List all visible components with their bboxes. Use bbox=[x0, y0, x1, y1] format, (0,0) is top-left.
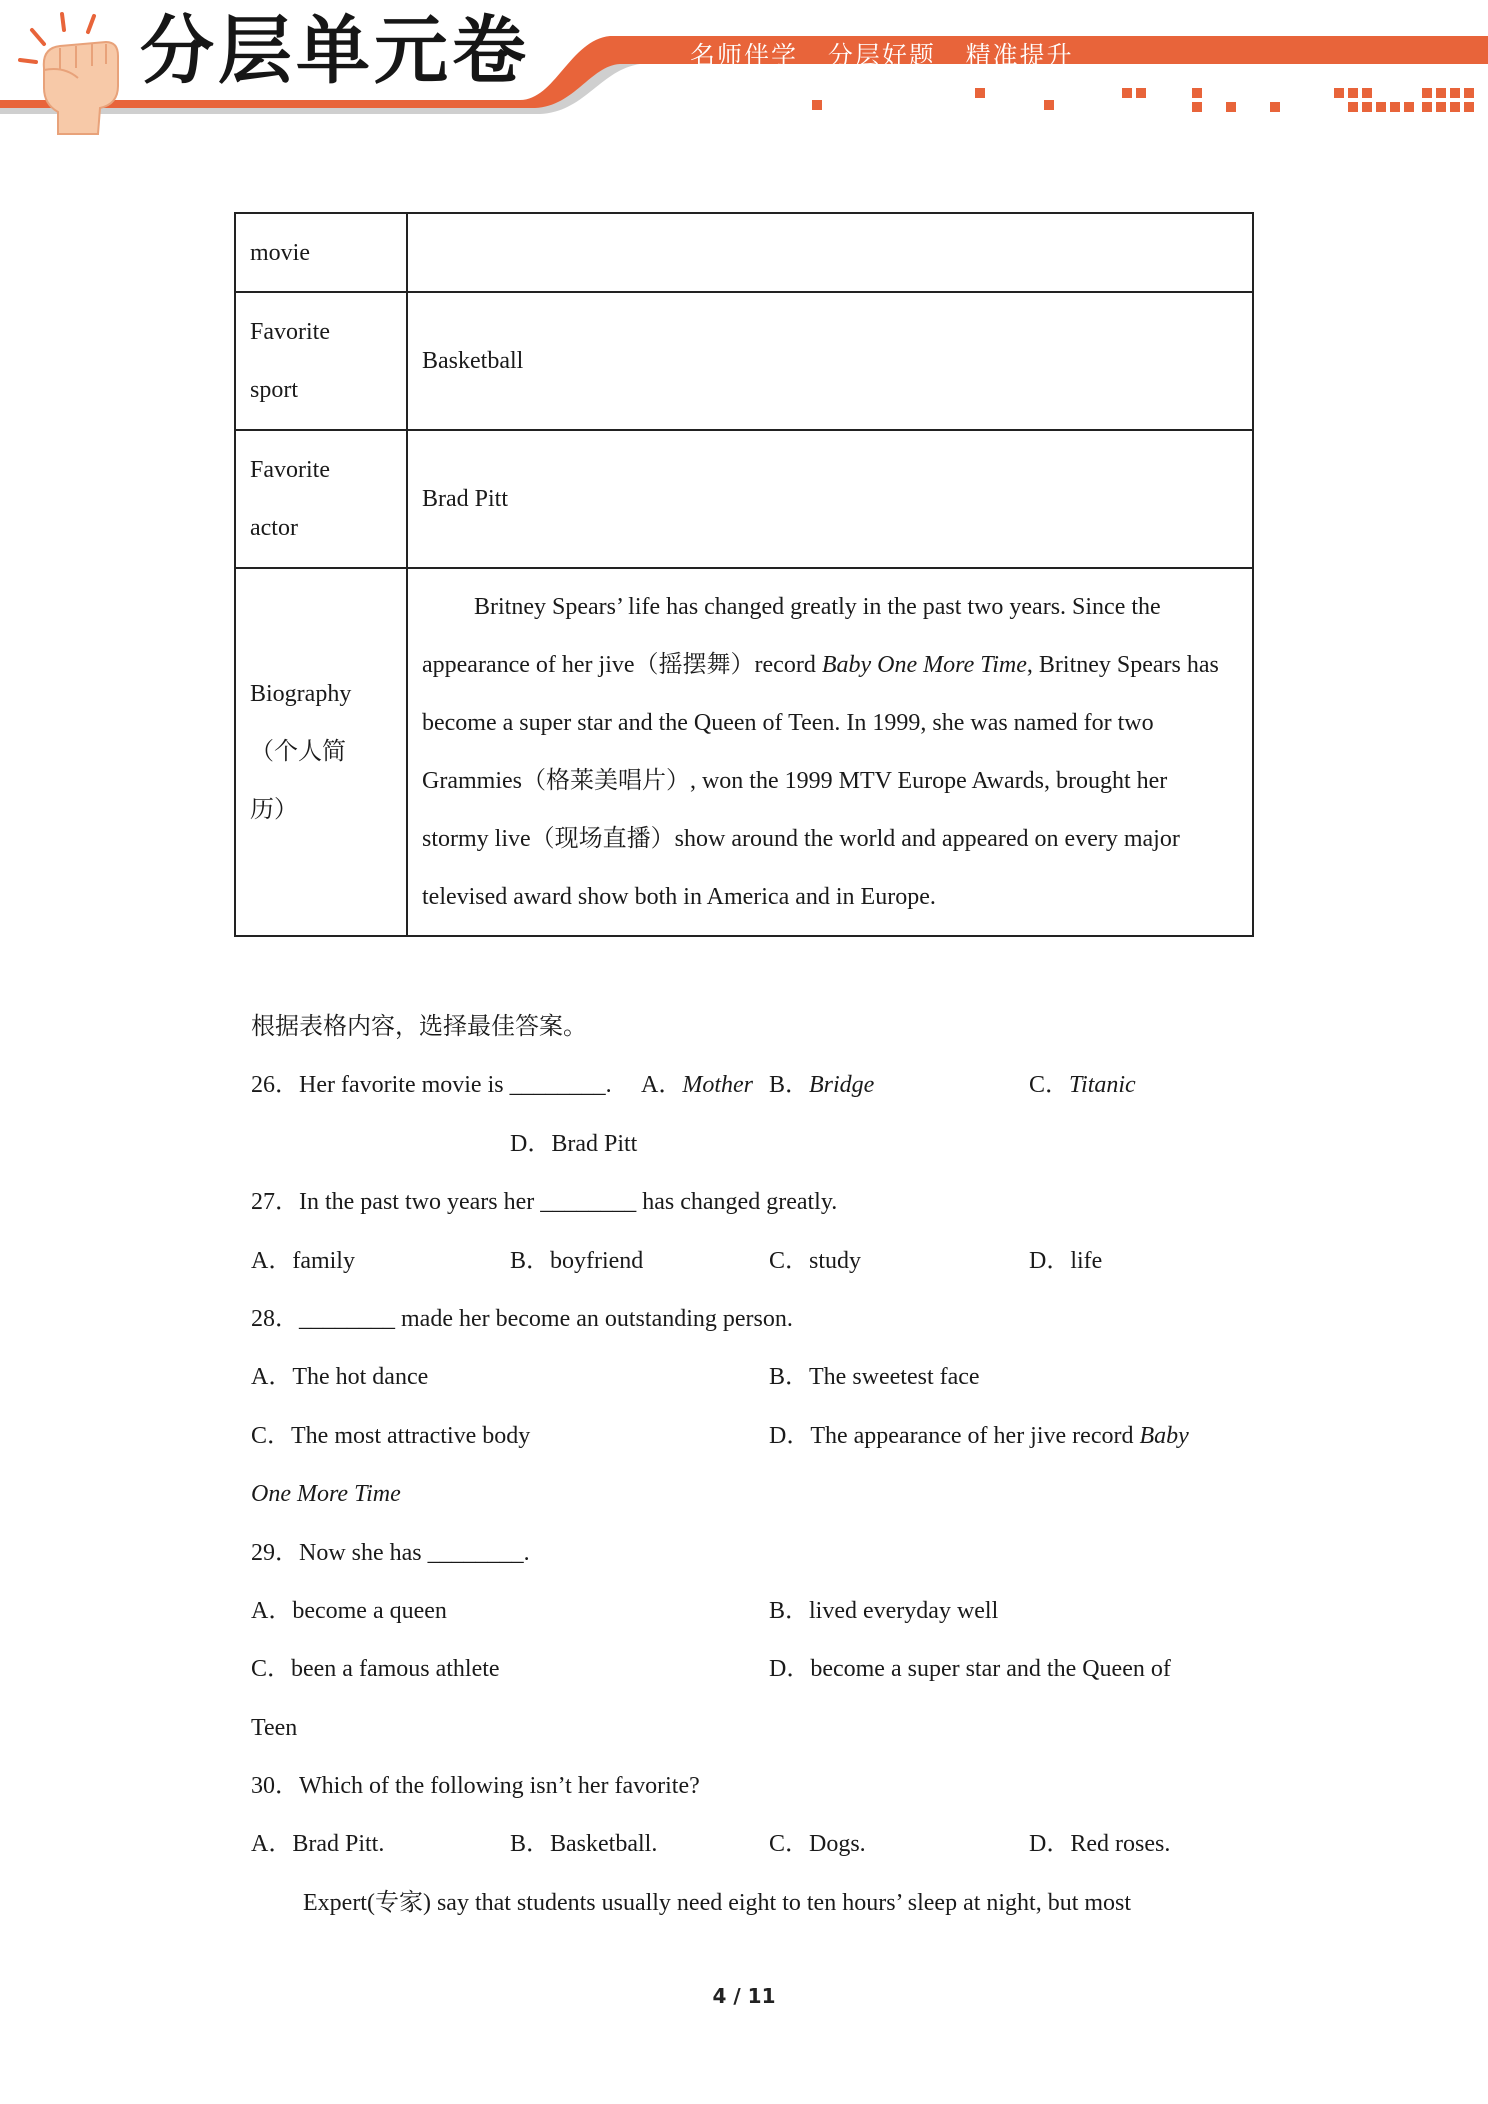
key-line: 历） bbox=[250, 797, 298, 823]
option-label: A． bbox=[641, 1072, 683, 1099]
option-c[interactable] bbox=[1029, 1056, 1136, 1114]
option-b[interactable] bbox=[769, 1056, 874, 1114]
option-c[interactable]: C．study bbox=[769, 1247, 862, 1274]
bio-part: , Britney Spears has become a super star and the Queen of Teen. In 1999, she was named for two Grammies（格莱美唱片）, won the 1999 MTV Europe Awards, brought her stormy live（现场直播）show around the world and appeared on every major televised award show both in America and in Europe. bbox=[422, 652, 1219, 910]
fist-icon bbox=[14, 8, 134, 136]
option-a[interactable]: A．The hot dance bbox=[251, 1364, 429, 1391]
option-a[interactable]: A．family bbox=[251, 1247, 355, 1274]
question-28-options-ab bbox=[251, 1348, 1251, 1406]
option-d[interactable] bbox=[769, 1407, 1189, 1465]
bio-record-title: Baby One More Time bbox=[821, 652, 1027, 678]
table-value: Brad Pitt bbox=[407, 430, 1253, 568]
table-value bbox=[407, 213, 1253, 292]
question-stem: 30．Which of the following isn’t her favorite? bbox=[251, 1773, 700, 1800]
option-d[interactable]: D．life bbox=[1029, 1247, 1103, 1274]
table-row-movie bbox=[235, 213, 1253, 292]
option-text: Bridge bbox=[809, 1072, 875, 1099]
key-line: sport bbox=[250, 377, 298, 403]
question-29-options-ab bbox=[251, 1582, 1251, 1640]
passage-text: Expert(专家) say that students usually need eight to ten hours’ sleep at night, but most bbox=[303, 1889, 1132, 1916]
table-value: Basketball bbox=[407, 292, 1253, 430]
option-text: Mother bbox=[682, 1072, 753, 1099]
table-key bbox=[235, 292, 407, 430]
table-key bbox=[235, 568, 407, 936]
question-stem: 29．Now she has ________. bbox=[251, 1539, 530, 1566]
header-tagline: 名师伴学 分层好题 精准提升 bbox=[690, 41, 1074, 70]
question-29 bbox=[251, 1524, 1251, 1582]
biography-text bbox=[422, 578, 1238, 926]
page-header bbox=[0, 0, 1488, 140]
option-a[interactable]: A．become a queen bbox=[251, 1597, 447, 1624]
question-29-options-cd bbox=[251, 1640, 1251, 1698]
key-line: （个人简 bbox=[250, 739, 346, 765]
question-26-cont bbox=[251, 1115, 1251, 1173]
question-28-cont bbox=[251, 1465, 1251, 1523]
question-27-options bbox=[251, 1232, 1251, 1290]
key-line: Favorite bbox=[250, 457, 330, 483]
option-d[interactable]: D．Red roses. bbox=[1029, 1831, 1171, 1858]
brand-title: 分层单元卷 bbox=[140, 8, 530, 94]
option-label: B． bbox=[769, 1072, 810, 1099]
record-title: Baby bbox=[1139, 1422, 1189, 1449]
page-number: 4 / 11 bbox=[712, 1984, 776, 2008]
option-b[interactable]: B．boyfriend bbox=[510, 1247, 644, 1274]
bio-part: Britney Spears’ life has changed greatly in the past two years. Since the appearance of her jive（摇摆舞）record bbox=[422, 594, 1161, 678]
option-a[interactable] bbox=[641, 1056, 753, 1114]
option-c[interactable]: C．been a famous athlete bbox=[251, 1656, 500, 1683]
next-passage bbox=[251, 1874, 1251, 1932]
question-28 bbox=[251, 1290, 1251, 1348]
instructions: 根据表格内容，选择最佳答案。 bbox=[251, 1014, 587, 1040]
option-c[interactable]: C．Dogs. bbox=[769, 1831, 866, 1858]
question-28-options-cd bbox=[251, 1407, 1251, 1465]
profile-table bbox=[234, 212, 1254, 937]
option-d[interactable]: D．Brad Pitt bbox=[510, 1130, 638, 1157]
option-d-cont: Teen bbox=[251, 1714, 298, 1741]
option-b[interactable]: B．Basketball. bbox=[510, 1831, 658, 1858]
option-b[interactable]: B．The sweetest face bbox=[769, 1364, 980, 1391]
question-stem: 26．Her favorite movie is ________. bbox=[251, 1072, 612, 1099]
option-a[interactable]: A．Brad Pitt. bbox=[251, 1831, 385, 1858]
biography-cell bbox=[407, 568, 1253, 936]
question-stem: 28．________ made her become an outstanding person. bbox=[251, 1305, 793, 1332]
question-27 bbox=[251, 1173, 1251, 1231]
questions-section bbox=[251, 998, 1251, 1932]
key-line: Biography bbox=[250, 681, 352, 707]
table-row-biography bbox=[235, 568, 1253, 936]
record-title: One More Time bbox=[251, 1481, 401, 1508]
question-stem: 27．In the past two years her ________ has changed greatly. bbox=[251, 1189, 838, 1216]
question-30-options bbox=[251, 1815, 1251, 1873]
question-30 bbox=[251, 1757, 1251, 1815]
table-key bbox=[235, 430, 407, 568]
key-line: actor bbox=[250, 515, 298, 541]
option-text: Titanic bbox=[1069, 1072, 1136, 1099]
option-label: C． bbox=[1029, 1072, 1070, 1099]
table-row-sport bbox=[235, 292, 1253, 430]
option-b[interactable]: B．lived everyday well bbox=[769, 1597, 999, 1624]
key-line: Favorite bbox=[250, 319, 330, 345]
option-text: D．The appearance of her jive record bbox=[769, 1422, 1140, 1449]
option-d[interactable]: D．become a super star and the Queen of bbox=[769, 1656, 1171, 1683]
table-row-actor bbox=[235, 430, 1253, 568]
table-key: movie bbox=[235, 213, 407, 292]
question-29-cont bbox=[251, 1699, 1251, 1757]
question-26 bbox=[251, 1056, 1251, 1114]
option-c[interactable]: C．The most attractive body bbox=[251, 1422, 531, 1449]
